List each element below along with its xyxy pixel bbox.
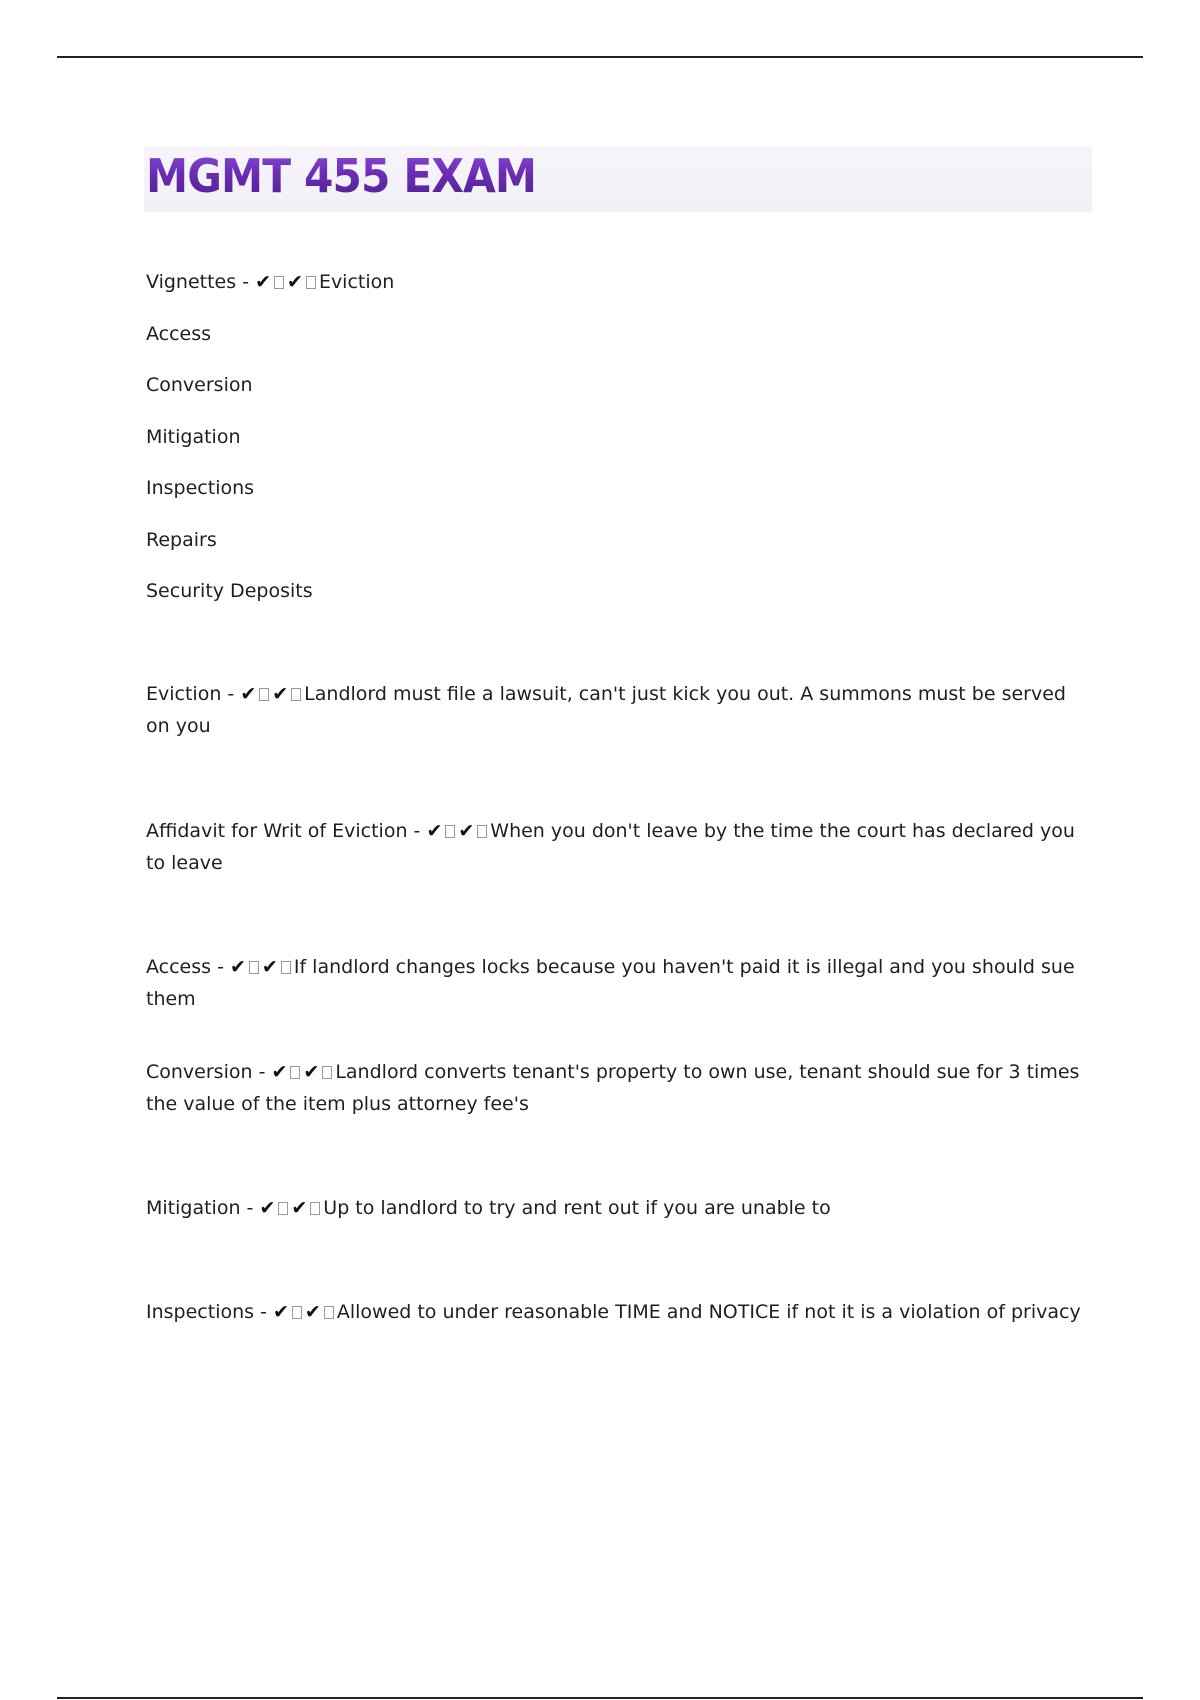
check-icon: ✔ (240, 683, 257, 705)
entry-definition: Landlord converts tenant's property to own use, tenant should sue for 3 times the value of the item plus attorney fee's (146, 1061, 1080, 1115)
entry-separator: - (246, 1197, 254, 1219)
entry-definition: Eviction (318, 271, 395, 293)
empty-box-icon (310, 1202, 320, 1215)
entry-term: Affidavit for Writ of Eviction (146, 820, 408, 842)
empty-box-icon (445, 825, 455, 838)
entry-separator: - (258, 1061, 266, 1083)
vignette-item: Inspections (146, 477, 255, 499)
check-icon: ✔ (273, 1301, 289, 1323)
entry-term: Inspections (146, 1301, 255, 1323)
empty-box-icon (291, 688, 301, 701)
flashcard-entry (146, 1296, 1086, 1328)
check-icon: ✔ (291, 1197, 308, 1219)
check-icon: ✔ (303, 1061, 320, 1083)
top-rule (57, 56, 1143, 58)
empty-box-icon (249, 961, 259, 974)
entry-separator: - (260, 1301, 267, 1323)
check-icon: ✔ (272, 683, 289, 705)
empty-box-icon (306, 276, 316, 289)
check-icon: ✔ (255, 271, 272, 293)
entry-definition: When you don't leave by the time the court has declared you to leave (146, 820, 1075, 874)
empty-box-icon (259, 688, 269, 701)
empty-box-icon (281, 961, 291, 974)
vignette-item: Security Deposits (146, 580, 313, 602)
empty-box-icon (322, 1066, 332, 1079)
empty-box-icon (292, 1306, 302, 1319)
empty-box-icon (290, 1066, 300, 1079)
check-icon: ✔ (287, 271, 303, 293)
check-icon: ✔ (426, 820, 443, 842)
entry-separator: - (217, 956, 224, 978)
entry-separator: - (227, 683, 235, 705)
entry-separator: - (413, 820, 421, 842)
vignette-item: Access (146, 323, 212, 345)
entry-definition: If landlord changes locks because you haven't paid it is illegal and you should sue them (146, 956, 1075, 1010)
check-icon: ✔ (261, 956, 278, 978)
empty-box-icon (278, 1202, 288, 1215)
flashcard-entry (146, 951, 1086, 1015)
flashcard-entry (146, 1192, 1086, 1224)
vignette-item: Repairs (146, 529, 217, 551)
check-icon: ✔ (230, 956, 246, 978)
vignette-item: Mitigation (146, 426, 241, 448)
vignettes-entry (146, 266, 1086, 298)
check-icon: ✔ (458, 820, 475, 842)
check-icon: ✔ (259, 1197, 276, 1219)
entry-definition: Up to landlord to try and rent out if you are unable to (323, 1197, 831, 1219)
vignette-item: Conversion (146, 374, 253, 396)
entry-term: Conversion (146, 1061, 253, 1083)
document-title: MGMT 455 EXAM (146, 146, 536, 206)
empty-box-icon (477, 825, 487, 838)
entry-term: Eviction (146, 683, 222, 705)
check-icon: ✔ (271, 1061, 288, 1083)
flashcard-entry (146, 678, 1086, 742)
entry-term: Access (146, 956, 212, 978)
check-icon: ✔ (304, 1301, 321, 1323)
entry-definition: Allowed to under reasonable TIME and NOTICE if not it is a violation of privacy (336, 1301, 1081, 1323)
bottom-rule (57, 1697, 1143, 1699)
empty-box-icon (274, 276, 284, 289)
entry-separator: - (242, 271, 250, 293)
entry-definition: Landlord must file a lawsuit, can't just kick you out. A summons must be served on you (146, 683, 1066, 737)
empty-box-icon (324, 1306, 334, 1319)
entry-term: Vignettes (146, 271, 237, 293)
flashcard-entry (146, 815, 1086, 879)
flashcard-entry (146, 1056, 1086, 1120)
entry-term: Mitigation (146, 1197, 241, 1219)
